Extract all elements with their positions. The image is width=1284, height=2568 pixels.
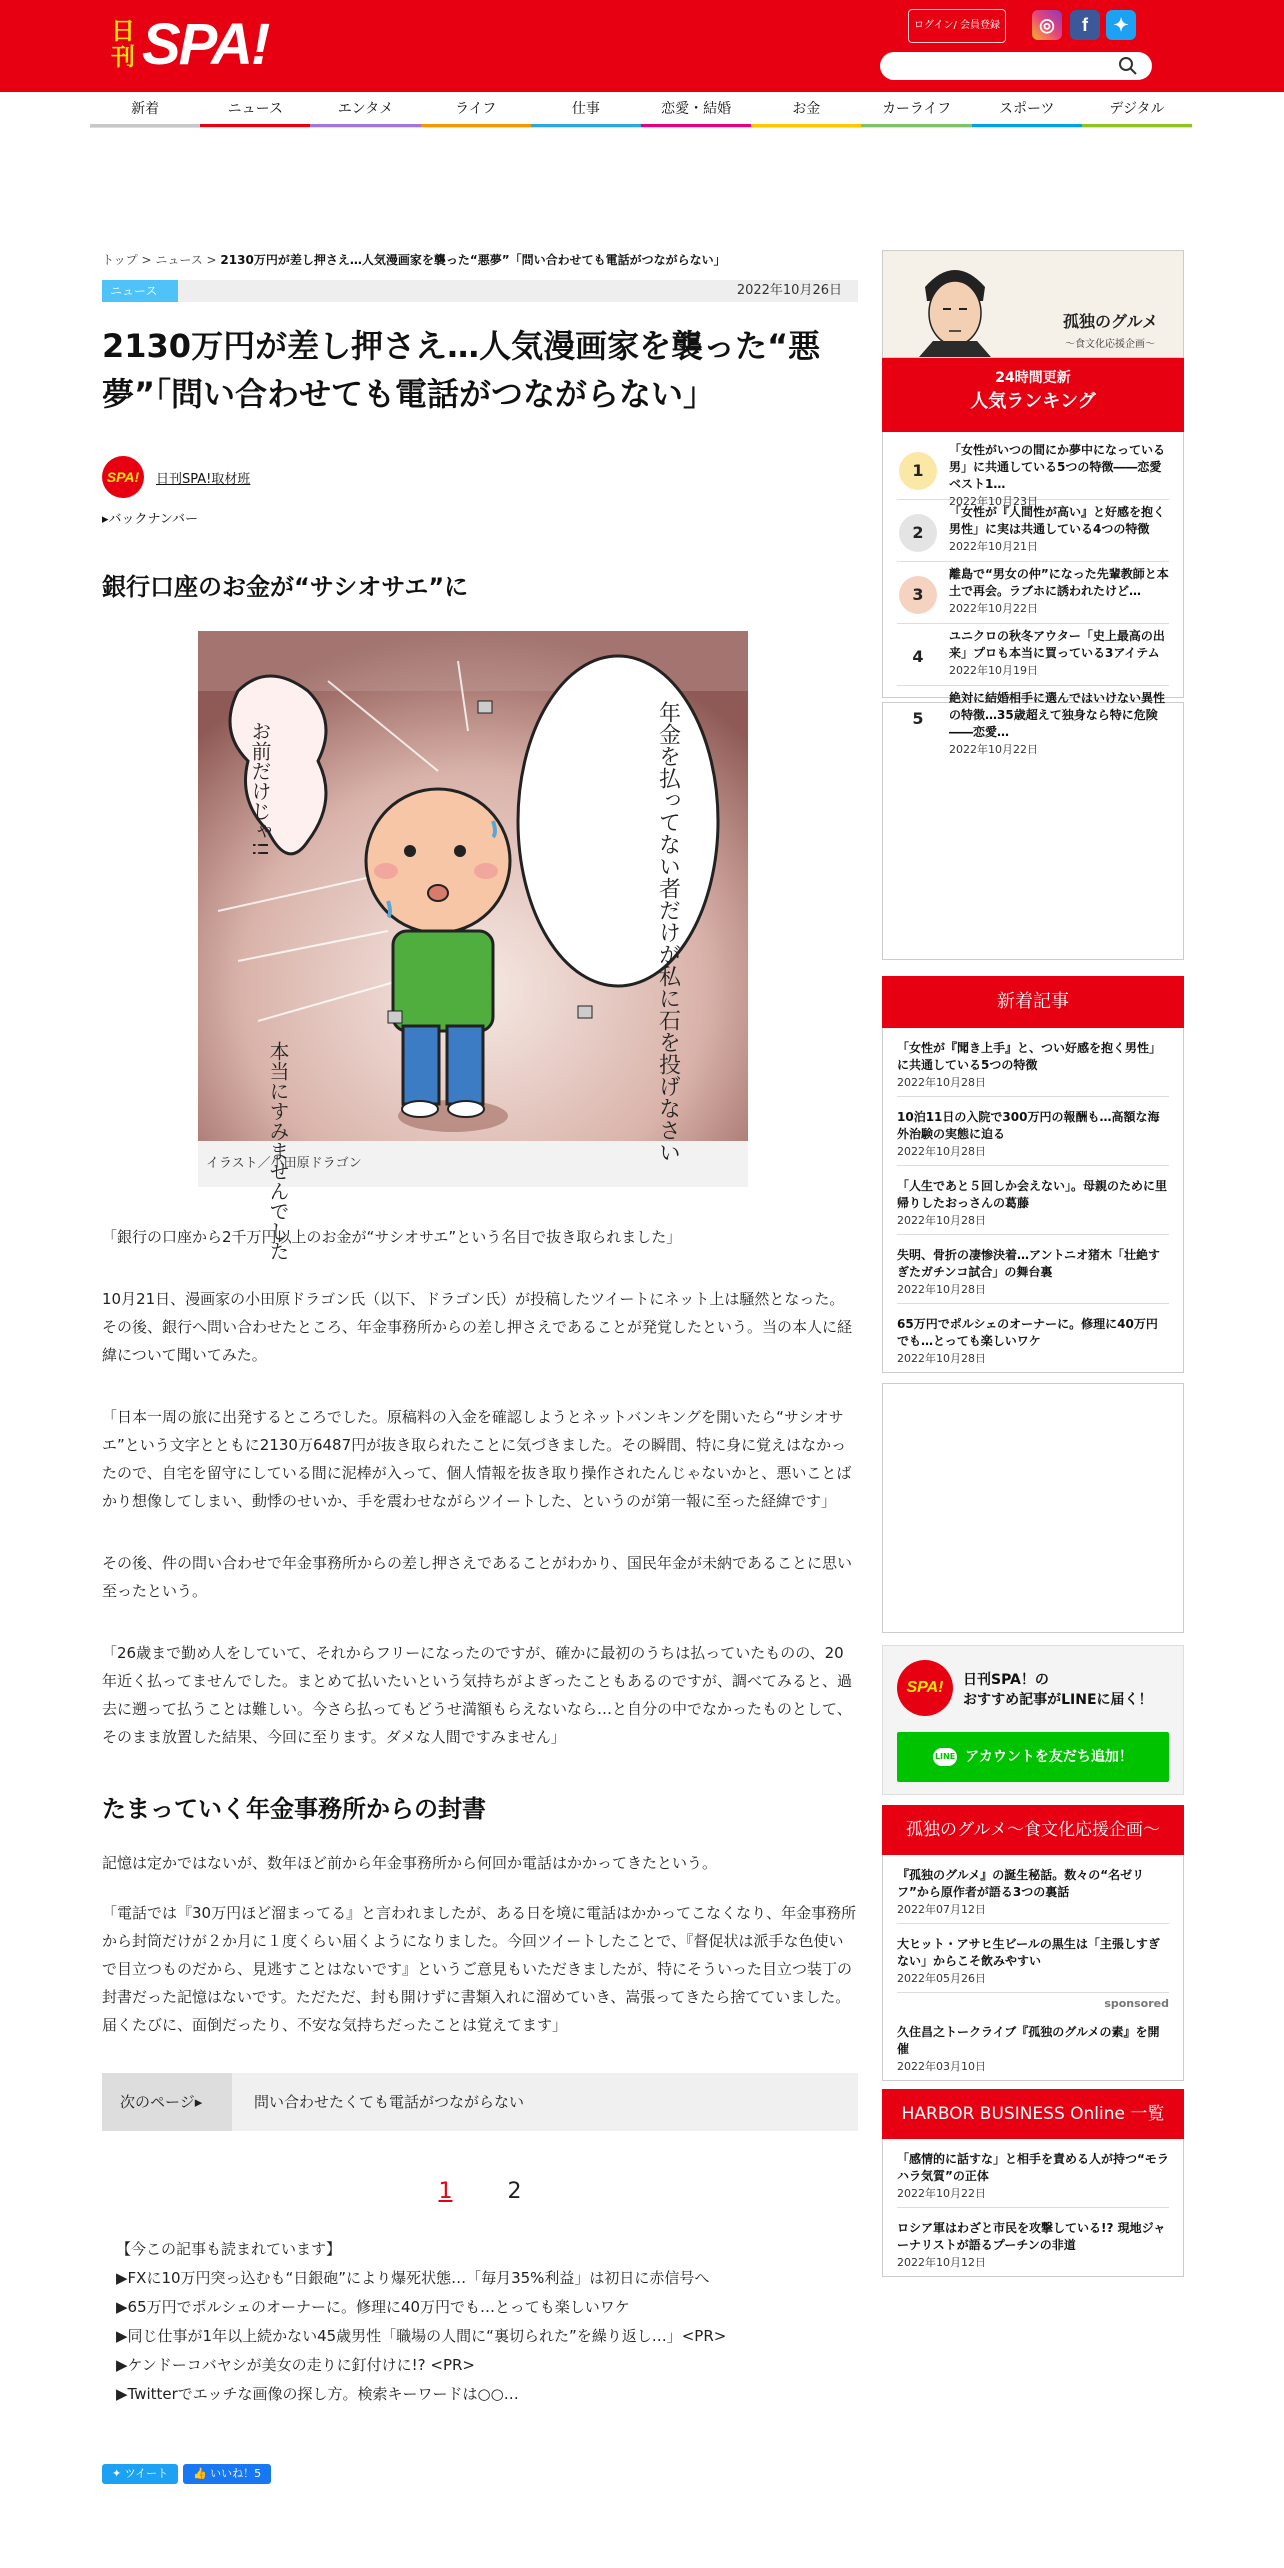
next-page-link[interactable] [102,2073,858,2131]
ranking-title-text: 「女性がいつの間にか夢中になっている男」に共通している5つの特徴――恋愛ベスト1… [949,443,1166,491]
new-article-item[interactable] [897,1097,1169,1166]
kodoku-article-date: 2022年05月26日 [897,1972,986,1985]
kodoku-article-item[interactable] [897,1924,1169,1993]
kodoku-article-title: 大ヒット・アサヒ生ビールの黒生は「主張しすぎない」からこそ飲みやすい [897,1937,1160,1968]
kodoku-character-illustration [913,257,997,357]
ranking-item[interactable] [897,690,1169,756]
ranking-item[interactable] [897,628,1169,686]
author-avatar: SPA! [102,456,144,498]
handwriting-text: 本当にすみませんでした [266,1041,290,1261]
ranking-item[interactable] [897,442,1169,508]
category-badge[interactable]: ニュース [102,280,178,302]
ad-slot [882,1383,1184,1633]
harbor-article-date: 2022年10月12日 [897,2256,986,2269]
paragraph: その後、件の問い合わせで年金事務所からの差し押さえであることがわかり、国民年金が未納であることに思い至ったという。 [102,1554,853,1600]
ranking-header [882,358,1184,432]
kodoku-article-title: 久住昌之トークライブ『孤独のグルメの素』を開催 [897,2025,1160,2056]
sidebar [882,250,1184,2277]
page-link-current[interactable]: 1 [438,2179,453,2204]
author-block [102,456,858,496]
kodoku-section-header: 孤独のグルメ～食文化応援企画～ [882,1805,1184,1855]
ranking-date: 2022年10月23日 [949,495,1038,508]
ranking-number: 4 [912,647,924,666]
ranking-date: 2022年10月21日 [949,540,1038,553]
related-item[interactable]: ▶Twitterでエッチな画像の探し方。検索キーワードは○○… [116,2385,519,2403]
line-icon: LINE [933,1748,957,1766]
ranking-number: 3 [899,576,937,614]
section-heading: 銀行口座のお金が“サシオサエ”に [102,573,469,601]
paragraph: 記憶は定かではないが、数年ほど前から年金事務所から何回か電話はかかってきたという。 [102,1854,718,1872]
line-add-friend-button[interactable] [897,1732,1169,1782]
kodoku-title: 孤独のグルメ [1063,312,1159,331]
login-button[interactable]: ログイン/ 会員登録 [908,9,1006,43]
nav-item[interactable]: ニュース [200,94,310,127]
line-promo [882,1645,1184,1795]
tweet-label: ツイート [124,2467,169,2480]
ranking-title-text: 離島で“男女の仲”になった先輩教師と本土で再会。ラブホに誘われたけど… [949,567,1169,598]
backnumber-link[interactable]: ▸バックナンバー [102,512,198,527]
line-promo-avatar: SPA! [897,1660,953,1716]
sponsored-label: sponsored [1104,1997,1169,2010]
breadcrumb-section[interactable]: ニュース [155,253,203,267]
twitter-icon[interactable]: ✦ [1106,10,1136,40]
related-item[interactable]: ▶FXに10万円突っ込むも“日銀砲”により爆死状態…「毎月35%利益」は初日に赤信号へ [116,2269,710,2287]
ranking-number: 5 [912,709,924,728]
new-article-date: 2022年10月28日 [897,1076,986,1089]
ranking-date: 2022年10月22日 [949,743,1038,756]
kodoku-subtitle: ～食文化応援企画～ [1065,339,1155,350]
line-promo-line: おすすめ記事がLINEに届く！ [963,1692,1153,1708]
like-label: いいね！5 [210,2467,262,2480]
new-article-item[interactable] [897,1028,1169,1097]
harbor-article-item[interactable] [897,2208,1169,2276]
kodoku-article-list [882,1855,1184,2081]
related-heading: 【今この記事も読まれています】 [116,2240,342,2258]
harbor-article-list [882,2139,1184,2277]
kodoku-article-item[interactable] [897,1855,1169,1924]
section-heading: たまっていく年金事務所からの封書 [102,1795,486,1823]
related-item[interactable]: ▶同じ仕事が1年以上続かない45歳男性「職場の人間に“裏切られた”を繰り返し…」<PR> [116,2327,727,2345]
ranking-number: 2 [899,514,937,552]
harbor-section-header: HARBOR BUSINESS Online 一覧 [882,2089,1184,2139]
kodoku-article-title: 『孤独のグルメ』の誕生秘話。数々の“名ゼリフ”から原作者が語る3つの裏話 [897,1868,1145,1899]
breadcrumb-sep: > [202,253,221,267]
search-icon[interactable] [1118,56,1138,76]
facebook-icon[interactable]: f [1070,10,1100,40]
new-article-title: 「女性が『聞き上手』と、つい好感を抱く男性」に共通している5つの特徴 [897,1041,1162,1072]
new-article-title: 失明、骨折の凄惨決着…アントニオ猪木「壮絶すぎたガチンコ試合」の舞台裏 [897,1248,1161,1279]
article-main [102,250,858,2483]
kodoku-article-date: 2022年03月10日 [897,2060,986,2073]
line-promo-text [963,1670,1153,1710]
new-article-title: 10泊11日の入院で300万円の報酬も…高額な海外治験の実態に迫る [897,1110,1160,1141]
ranking-date: 2022年10月19日 [949,664,1038,677]
new-article-title: 65万円でポルシェのオーナーに。修理に40万円でも…とっても楽しいワケ [897,1317,1158,1348]
ranking-item[interactable] [897,566,1169,624]
harbor-article-item[interactable] [897,2139,1169,2208]
breadcrumb-sep: > [137,253,156,267]
new-articles-list [882,1028,1184,1373]
social-share [102,2463,858,2483]
bubble-right-line: 年金を払ってない者だけが私に石を投げなさい [655,701,681,1163]
paragraph: 10月21日、漫画家の小田原ドラゴン氏（以下、ドラゴン氏）が投稿したツイートにネット上は騒然となった。その後、銀行へ問い合わせたところ、年金事務所からの差し押さえであることが発覚したという。当の本人に経緯について聞いてみた。 [102,1290,853,1364]
next-page-title: 問い合わせたくても電話がつながらない [254,2093,525,2111]
related-articles [102,2235,858,2409]
twitter-icon: ✦ [112,2467,125,2480]
illustration-caption: イラスト／小田原ドラゴン [206,1156,362,1171]
like-button[interactable] [183,2464,271,2484]
nav-item[interactable]: 仕事 [531,94,641,127]
harbor-article-date: 2022年10月22日 [897,2187,986,2200]
harbor-article-title: ロシア軍はわざと市民を攻撃している!? 現地ジャーナリストが語るプーチンの非道 [897,2221,1166,2252]
category-bar [102,280,858,302]
nav-item[interactable]: お金 [751,94,861,127]
new-article-date: 2022年10月28日 [897,1214,986,1227]
nav-item[interactable]: カーライフ [861,94,971,127]
bubble-right-text [656,701,681,1163]
search-input[interactable] [880,52,1152,80]
tweet-button[interactable] [102,2464,178,2484]
line-promo-line: 日刊SPA！の [963,1672,1049,1688]
page-link[interactable]: 2 [507,2179,522,2204]
author-name[interactable]: 日刊SPA!取材班 [156,472,251,487]
ranking-update: 24時間更新 [995,370,1071,386]
related-item[interactable]: ▶65万円でポルシェのオーナーに。修理に40万円でも…とっても楽しいワケ [116,2298,630,2316]
harbor-article-title: 「感情的に話すな」と相手を責める人が持つ“モラハラ気質”の正体 [897,2152,1169,2183]
new-article-title: 「人生であと５回しか会えない」。母親のために里帰りしたおっさんの葛藤 [897,1179,1168,1210]
new-article-date: 2022年10月28日 [897,1352,986,1365]
related-item[interactable]: ▶ケンドーコバヤシが美女の走りに釘付けに!? <PR> [116,2356,475,2374]
logo-text: SPA! [142,12,269,77]
ranking-title-text: 「女性が『人間性が高い』と好感を抱く男性」に実は共通している4つの特徴 [949,505,1166,536]
nav-item[interactable]: デジタル [1082,94,1192,127]
ranking-list [882,432,1184,756]
new-article-item[interactable] [897,1235,1169,1304]
breadcrumb [102,250,858,270]
next-page-label: 次のページ▸ [102,2073,232,2131]
new-article-item[interactable] [897,1304,1169,1372]
ranking-number: 1 [899,452,937,490]
ranking-title: 人気ランキング [970,391,1096,412]
breadcrumb-top[interactable]: トップ [102,253,138,267]
new-article-date: 2022年10月28日 [897,1283,986,1296]
nav-item[interactable]: ライフ [421,94,531,127]
paragraph: 「26歳まで勤め人をしていて、それからフリーになったのですが、確かに最初のうちは払っていたものの、20年近く払ってませんでした。まとめて払いたいという気持ちがよぎったこともあるのですが、調べてみると、過去に遡って払うことは難しい。今さら払ってもどうせ満額もらえないなら…と自分の中でなかったものとして、そのまま放置した結果、今回に至ります。ダメな人間ですみません」 [102,1644,853,1746]
ranking-title-text: 絶対に結婚相手に選んではいけない異性の特徴…35歳超えて独身なら特に危険――恋愛… [949,691,1166,739]
new-articles-header: 新着記事 [882,976,1184,1028]
paragraph: 「日本一周の旅に出発するところでした。原稿料の入金を確認しようとネットバンキングを開いたら“サシオサエ”という文字とともに2130万6487円が抜き取られたことに気づきました。その瞬間、特に身に覚えはなかったので、自宅を留守にしている間に泥棒が入って、個人情報を抜き取り操作されたんじゃないかと、悪いことばかり想像してしまい、動悸のせいか、手を震わせながらツイートした、というのが第一報に至った経緯です」 [102,1408,852,1510]
instagram-icon[interactable]: ◎ [1032,10,1062,40]
kodoku-article-item[interactable] [897,2012,1169,2080]
paragraph: 「電話では『30万円ほど溜まってる』と言われましたが、ある日を境に電話はかかってこなくなり、年金事務所から封筒だけが２か月に１度くらい届くようになりました。今回ツイートしたことで、『督促状は派手な色使いで目立つものだから、見逃すことはないです』というご意見もいただきましたが、特にそういった目立つ装丁の封書だった記憶はないです。ただただ、封も開けずに書類入れに溜めていき、嵩張ってきたら捨てていました。届くたびに、面倒だったり、不安な気持ちだったことは覚えてます」 [102,1904,857,2034]
ranking-item[interactable] [897,504,1169,562]
article-title: 2130万円が差し押さえ…人気漫画家を襲った“悪夢”「問い合わせても電話がつながらない」 [102,327,821,413]
site-logo[interactable] [108,14,284,78]
ranking-title-text: ユニクロの秋冬アウター「史上最高の出来」プロも本当に買っている3アイテム [949,629,1165,660]
bubble-left-text: お前だけじゃ!! [248,721,272,858]
breadcrumb-current: 2130万円が差し押さえ…人気漫画家を襲った“悪夢”「問い合わせても電話がつながらない」 [220,253,726,267]
paragraph: 「銀行の口座から2千万円以上のお金が“サシオサエ”という名目で抜き取られました」 [102,1228,682,1246]
kodoku-banner[interactable] [882,250,1184,358]
new-article-date: 2022年10月28日 [897,1145,986,1158]
nav-item[interactable]: 新着 [90,94,200,127]
logo-kanji: 日刊 [111,17,135,71]
ranking-date: 2022年10月22日 [949,602,1038,615]
nav-item[interactable]: エンタメ [310,94,420,127]
nav-item[interactable]: 恋愛・結婚 [641,94,751,127]
thumbs-up-icon: 👍 [192,2467,211,2480]
site-header [0,0,1284,92]
new-article-item[interactable] [897,1166,1169,1235]
line-add-friend-label: アカウントを友だち追加！ [965,1749,1133,1765]
kodoku-article-date: 2022年07月12日 [897,1903,986,1916]
main-nav [90,94,1192,128]
nav-item[interactable]: スポーツ [972,94,1082,127]
article-date: 2022年10月26日 [736,283,842,298]
pagination [102,2179,858,2211]
